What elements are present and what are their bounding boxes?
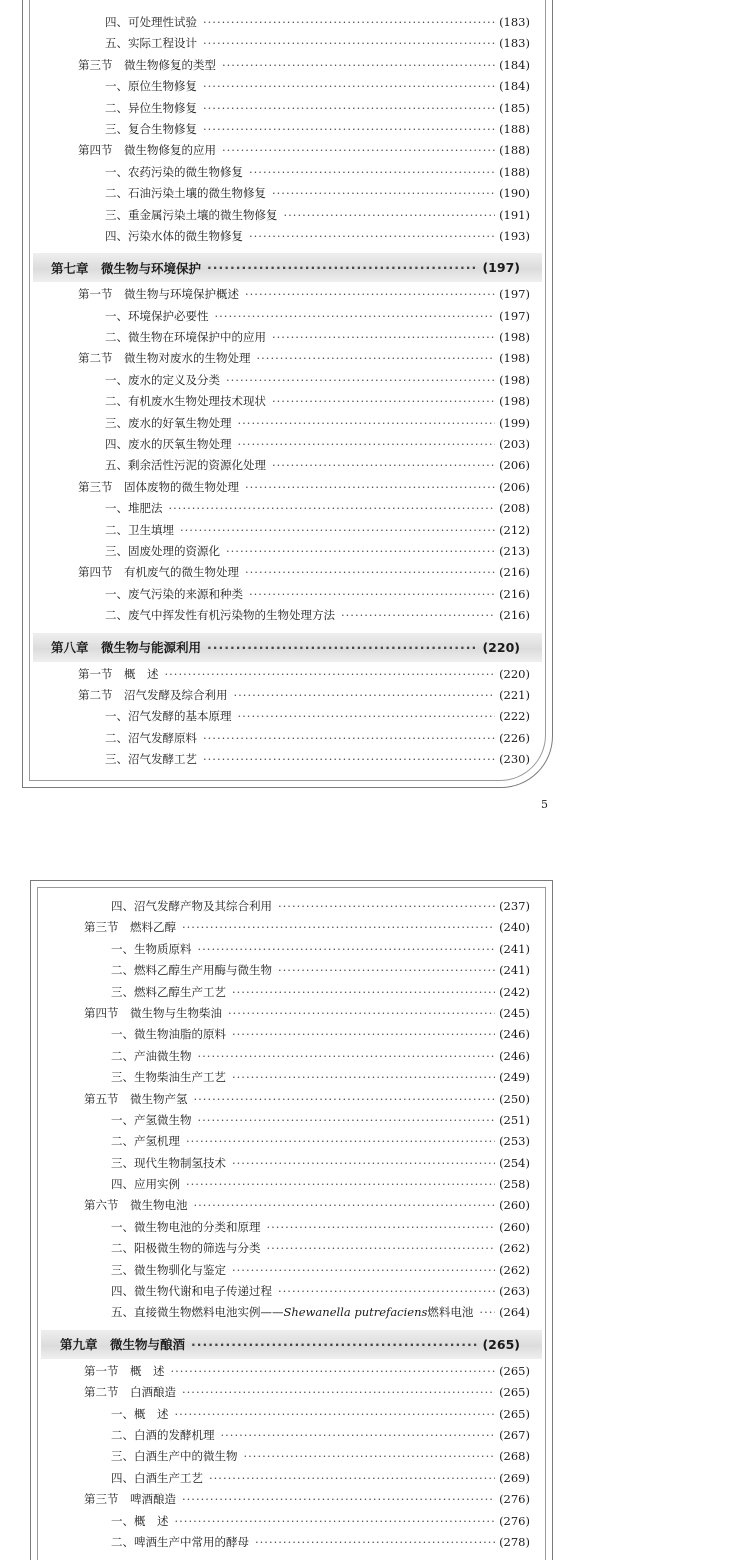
dot-leader (203, 15, 495, 29)
entry-title: 四、应用实例 (111, 1177, 180, 1192)
dot-leader (182, 1385, 495, 1399)
subsection-entry (31, 1406, 552, 1427)
entry-page-number: (276) (499, 1492, 530, 1507)
subsection-entry (31, 1155, 552, 1176)
dot-leader (203, 122, 495, 136)
entry-title: 一、沼气发酵的基本原理 (105, 709, 232, 724)
entry-title: 三、微生物驯化与鉴定 (111, 1262, 226, 1277)
entry-page-number: (183) (499, 36, 530, 51)
dot-leader (278, 1284, 495, 1298)
subsection-entry (23, 586, 552, 607)
entry-title: 一、农药污染的微生物修复 (105, 164, 243, 179)
entry-page-number: (197) (482, 260, 520, 276)
dot-leader (191, 1337, 478, 1352)
entry-title: 二、啤酒生产中常用的酵母 (111, 1534, 249, 1549)
dot-leader (209, 1471, 495, 1485)
entry-page-number: (184) (499, 57, 530, 72)
subsection-entry (31, 941, 552, 962)
dot-leader (194, 1092, 496, 1106)
entry-title: 一、微生物油脂的原料 (111, 1027, 226, 1042)
entry-page-number: (250) (499, 1091, 530, 1106)
entry-page-number: (226) (499, 730, 530, 745)
subsection-entry (31, 1112, 552, 1133)
entry-page-number: (184) (499, 79, 530, 94)
dot-leader (232, 985, 495, 999)
section-entry (31, 1363, 552, 1384)
dot-leader (171, 1364, 496, 1378)
subsection-entry (23, 372, 552, 393)
dot-leader (175, 1514, 496, 1528)
entry-title: 第二节 白酒酿造 (84, 1385, 176, 1400)
entry-page-number: (197) (499, 287, 530, 302)
entry-title: 一、生物质原料 (111, 941, 192, 956)
entry-page-number: (208) (499, 501, 530, 516)
subsection-entry (31, 1069, 552, 1090)
entry-page-number: (254) (499, 1155, 530, 1170)
entry-page-number: (276) (499, 1513, 530, 1528)
entry-page-number: (245) (499, 1005, 530, 1020)
entry-title: 三、现代生物制氢技术 (111, 1155, 226, 1170)
entry-title: 第三节 固体废物的微生物处理 (78, 479, 239, 494)
entry-page-number: (206) (499, 458, 530, 473)
entry-title: 五、直接微生物燃料电池实例——Shewanella putrefaciens燃料电池 (111, 1305, 474, 1320)
subsection-entry (23, 78, 552, 99)
entry-title: 第五节 微生物产氢 (84, 1091, 188, 1106)
entry-page-number: (249) (499, 1070, 530, 1085)
dot-leader (175, 1407, 496, 1421)
dot-leader (226, 373, 495, 387)
entry-page-number: (203) (499, 437, 530, 452)
entry-page-number: (212) (499, 522, 530, 537)
dot-leader (222, 143, 495, 157)
entry-title: 二、燃料乙醇生产用酶与微生物 (111, 963, 272, 978)
subsection-entry (23, 121, 552, 142)
entry-page-number: (188) (499, 164, 530, 179)
dot-leader (232, 1027, 495, 1041)
subsection-entry (31, 1283, 552, 1304)
subsection-entry (23, 436, 552, 457)
subsection-entry (31, 1219, 552, 1240)
subsection-entry (23, 708, 552, 729)
entry-title: 第三节 啤酒酿造 (84, 1492, 176, 1507)
dot-leader (182, 920, 495, 934)
entry-page-number: (216) (499, 586, 530, 601)
entry-title: 第九章 微生物与酿酒 (60, 1337, 186, 1353)
dot-leader (284, 208, 496, 222)
entry-title: 三、重金属污染土壤的微生物修复 (105, 207, 278, 222)
entry-page-number: (190) (499, 186, 530, 201)
dot-leader (278, 899, 495, 913)
subsection-entry (31, 1470, 552, 1491)
subsection-entry (23, 207, 552, 228)
entry-title: 第八章 微生物与能源利用 (51, 640, 202, 656)
dot-leader (232, 1070, 495, 1084)
subsection-entry (31, 1534, 552, 1555)
section-entry (31, 919, 552, 940)
subsection-entry (31, 1427, 552, 1448)
dot-leader (180, 523, 495, 537)
entry-title: 第四节 微生物与生物柴油 (84, 1005, 222, 1020)
entry-page-number: (265) (499, 1363, 530, 1378)
dot-leader (255, 1535, 495, 1549)
dot-leader (226, 544, 495, 558)
subsection-entry (23, 228, 552, 249)
table-of-contents (23, 14, 552, 773)
dot-leader (222, 58, 495, 72)
entry-page-number: (206) (499, 479, 530, 494)
subsection-entry (31, 1262, 552, 1283)
entry-title: 二、微生物在环境保护中的应用 (105, 330, 266, 345)
entry-page-number: (198) (499, 394, 530, 409)
dot-leader (203, 752, 495, 766)
dot-leader (215, 309, 496, 323)
page-number: 5 (541, 798, 548, 811)
entry-title: 二、产油微生物 (111, 1048, 192, 1063)
entry-page-number: (253) (499, 1134, 530, 1149)
entry-page-number: (188) (499, 143, 530, 158)
entry-page-number: (220) (499, 666, 530, 681)
entry-page-number: (268) (499, 1449, 530, 1464)
dot-leader (244, 1449, 496, 1463)
entry-page-number: (241) (499, 963, 530, 978)
subsection-entry (23, 415, 552, 436)
entry-title: 四、废水的厌氧生物处理 (105, 437, 232, 452)
section-entry (31, 1197, 552, 1218)
dot-leader (341, 608, 495, 622)
entry-title: 一、废气污染的来源和种类 (105, 586, 243, 601)
dot-leader (272, 330, 495, 344)
entry-title: 第三节 微生物修复的类型 (78, 57, 216, 72)
dot-leader (278, 963, 495, 977)
entry-title: 四、微生物代谢和电子传递过程 (111, 1284, 272, 1299)
subsection-entry (31, 1513, 552, 1534)
dot-leader (182, 1492, 495, 1506)
entry-page-number: (269) (499, 1470, 530, 1485)
subsection-entry (23, 730, 552, 751)
dot-leader (479, 1305, 495, 1319)
subsection-entry (31, 1448, 552, 1469)
entry-page-number: (198) (499, 372, 530, 387)
dot-leader (207, 260, 478, 275)
dot-leader (267, 1220, 496, 1234)
section-entry (23, 666, 552, 687)
entry-title: 一、概 述 (111, 1513, 169, 1528)
section-entry (23, 350, 552, 371)
subsection-entry (31, 1176, 552, 1197)
dot-leader (238, 709, 496, 723)
subsection-entry (23, 308, 552, 329)
entry-page-number: (193) (499, 228, 530, 243)
entry-page-number: (185) (499, 100, 530, 115)
entry-page-number: (216) (499, 608, 530, 623)
entry-title: 四、沼气发酵产物及其综合利用 (111, 899, 272, 913)
dot-leader (249, 587, 495, 601)
entry-page-number: (222) (499, 709, 530, 724)
entry-page-number: (199) (499, 415, 530, 430)
entry-page-number: (221) (499, 687, 530, 702)
dot-leader (221, 1428, 496, 1442)
subsection-entry (31, 962, 552, 983)
entry-title: 一、概 述 (111, 1406, 169, 1421)
entry-title: 第七章 微生物与环境保护 (51, 260, 202, 276)
entry-page-number: (242) (499, 984, 530, 999)
entry-page-number: (262) (499, 1262, 530, 1277)
entry-page-number: (265) (499, 1385, 530, 1400)
dot-leader (198, 1113, 496, 1127)
entry-title: 一、环境保护必要性 (105, 308, 209, 323)
subsection-entry (31, 1304, 552, 1325)
entry-page-number: (246) (499, 1048, 530, 1063)
dot-leader (232, 1263, 495, 1277)
entry-page-number: (265) (499, 1406, 530, 1421)
dot-leader (186, 1177, 495, 1191)
dot-leader (194, 1198, 496, 1212)
section-entry (23, 687, 552, 708)
entry-title: 第三节 燃料乙醇 (84, 920, 176, 935)
entry-page-number: (188) (499, 121, 530, 136)
dot-leader (165, 667, 496, 681)
entry-title: 二、产氢机理 (111, 1134, 180, 1149)
subsection-entry (31, 1048, 552, 1069)
entry-title: 二、废气中挥发性有机污染物的生物处理方法 (105, 608, 335, 623)
entry-title: 二、阳极微生物的筛选与分类 (111, 1241, 261, 1256)
entry-title: 四、白酒生产工艺 (111, 1470, 203, 1485)
entry-title: 五、剩余活性污泥的资源化处理 (105, 458, 266, 473)
subsection-entry (23, 522, 552, 543)
entry-page-number: (260) (499, 1198, 530, 1213)
entry-page-number: (191) (499, 207, 530, 222)
entry-title: 四、可处理性试验 (105, 15, 197, 29)
entry-title: 第四节 微生物修复的应用 (78, 143, 216, 158)
subsection-entry (31, 1240, 552, 1261)
entry-title: 一、微生物电池的分类和原理 (111, 1219, 261, 1234)
entry-title: 一、原位生物修复 (105, 79, 197, 94)
entry-page-number: (260) (499, 1219, 530, 1234)
subsection-entry (23, 543, 552, 564)
toc-page-6 (30, 880, 553, 1560)
subsection-entry (23, 500, 552, 521)
section-entry (31, 1491, 552, 1512)
entry-title: 五、实际工程设计 (105, 36, 197, 51)
entry-page-number: (278) (499, 1534, 530, 1549)
subsection-entry (23, 607, 552, 628)
subsection-entry (31, 984, 552, 1005)
entry-title: 二、有机废水生物处理技术现状 (105, 394, 266, 409)
dot-leader (207, 640, 478, 655)
entry-page-number: (258) (499, 1177, 530, 1192)
subsection-entry (23, 35, 552, 56)
section-entry (23, 286, 552, 307)
dot-leader (203, 79, 495, 93)
entry-page-number: (241) (499, 941, 530, 956)
entry-title: 第一节 概 述 (84, 1363, 165, 1378)
section-entry (23, 564, 552, 585)
entry-title: 三、燃料乙醇生产工艺 (111, 984, 226, 999)
dot-leader (203, 101, 495, 115)
dot-leader (238, 416, 496, 430)
section-entry (23, 142, 552, 163)
entry-page-number: (262) (499, 1241, 530, 1256)
subsection-entry (23, 751, 552, 772)
dot-leader (245, 287, 495, 301)
entry-title: 一、废水的定义及分类 (105, 372, 220, 387)
entry-title: 三、固废处理的资源化 (105, 543, 220, 558)
section-entry (31, 1091, 552, 1112)
entry-page-number: (213) (499, 543, 530, 558)
entry-title: 三、沼气发酵工艺 (105, 752, 197, 767)
subsection-entry (31, 1133, 552, 1154)
entry-title: 第四节 有机废气的微生物处理 (78, 565, 239, 580)
dot-leader (267, 1241, 496, 1255)
dot-leader (249, 165, 495, 179)
dot-leader (257, 351, 496, 365)
subsection-entry (31, 898, 552, 919)
subsection-entry (23, 185, 552, 206)
entry-page-number: (198) (499, 351, 530, 366)
dot-leader (272, 394, 495, 408)
entry-title: 二、石油污染土壤的微生物修复 (105, 186, 266, 201)
entry-title: 二、白酒的发酵机理 (111, 1427, 215, 1442)
entry-title: 第一节 微生物与环境保护概述 (78, 287, 239, 302)
section-entry (31, 1005, 552, 1026)
entry-page-number: (267) (499, 1427, 530, 1442)
chapter-entry (41, 1330, 542, 1359)
chapter-entry (33, 253, 542, 282)
entry-title: 第二节 微生物对废水的生物处理 (78, 351, 251, 366)
subsection-entry (23, 329, 552, 350)
entry-page-number: (237) (499, 899, 530, 913)
entry-page-number: (264) (499, 1305, 530, 1320)
entry-page-number: (240) (499, 920, 530, 935)
entry-page-number: (265) (482, 1336, 520, 1352)
entry-page-number: (216) (499, 565, 530, 580)
table-of-contents (31, 898, 552, 1555)
subsection-entry (31, 1026, 552, 1047)
entry-title: 第二节 沼气发酵及综合利用 (78, 687, 228, 702)
dot-leader (203, 731, 495, 745)
dot-leader (169, 501, 496, 515)
dot-leader (198, 1049, 496, 1063)
dot-leader (234, 688, 496, 702)
entry-title: 三、生物柴油生产工艺 (111, 1070, 226, 1085)
entry-page-number: (220) (482, 639, 520, 655)
entry-page-number: (251) (499, 1112, 530, 1127)
entry-title: 三、白酒生产中的微生物 (111, 1449, 238, 1464)
entry-page-number: (263) (499, 1284, 530, 1299)
entry-page-number: (246) (499, 1027, 530, 1042)
dot-leader (203, 36, 495, 50)
dot-leader (245, 565, 495, 579)
toc-page-5 (22, 0, 553, 788)
entry-page-number: (197) (499, 308, 530, 323)
section-entry (23, 479, 552, 500)
entry-title: 一、产氢微生物 (111, 1112, 192, 1127)
entry-page-number: (183) (499, 15, 530, 29)
subsection-entry (23, 393, 552, 414)
entry-title: 一、堆肥法 (105, 501, 163, 516)
dot-leader (249, 229, 495, 243)
dot-leader (232, 1156, 495, 1170)
entry-page-number: (230) (499, 752, 530, 767)
entry-title: 四、污染水体的微生物修复 (105, 228, 243, 243)
subsection-entry (23, 14, 552, 35)
dot-leader (198, 942, 496, 956)
dot-leader (245, 480, 495, 494)
dot-leader (228, 1006, 495, 1020)
dot-leader (238, 437, 496, 451)
dot-leader (186, 1134, 495, 1148)
entry-title: 第六节 微生物电池 (84, 1198, 188, 1213)
entry-title: 二、沼气发酵原料 (105, 730, 197, 745)
entry-title: 三、废水的好氧生物处理 (105, 415, 232, 430)
dot-leader (272, 458, 495, 472)
entry-title: 三、复合生物修复 (105, 121, 197, 136)
entry-page-number: (198) (499, 330, 530, 345)
section-entry (31, 1384, 552, 1405)
entry-title: 第一节 概 述 (78, 666, 159, 681)
species-name: Shewanella putrefaciens (283, 1305, 428, 1320)
chapter-entry (33, 633, 542, 662)
dot-leader (272, 186, 495, 200)
subsection-entry (23, 164, 552, 185)
entry-title: 二、异位生物修复 (105, 100, 197, 115)
subsection-entry (23, 457, 552, 478)
entry-title: 二、卫生填埋 (105, 522, 174, 537)
section-entry (23, 57, 552, 78)
subsection-entry (23, 100, 552, 121)
